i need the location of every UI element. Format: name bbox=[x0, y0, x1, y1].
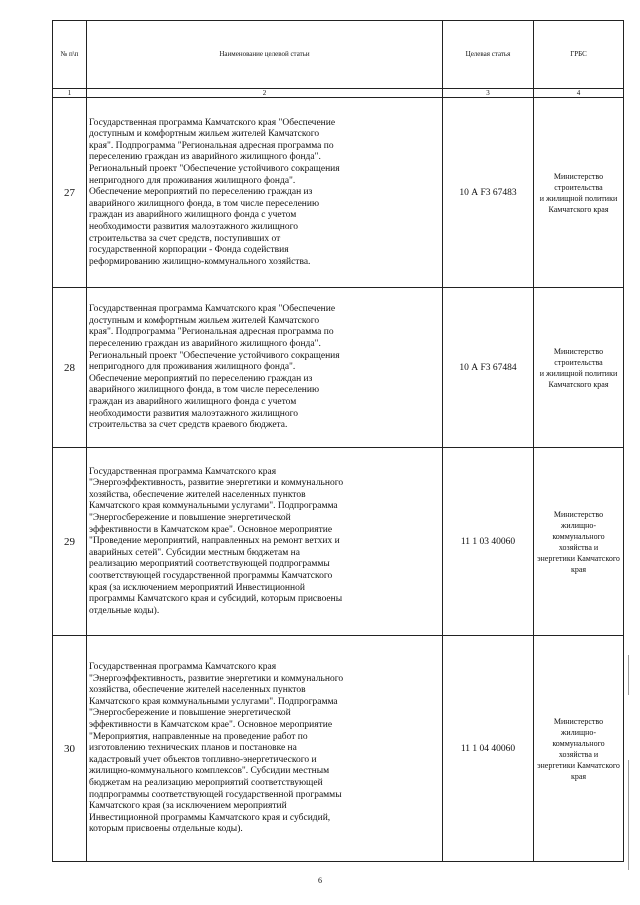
row-code: 11 1 04 40060 bbox=[443, 636, 534, 862]
table-header-row bbox=[53, 21, 624, 89]
table-row bbox=[53, 448, 624, 636]
row-number: 28 bbox=[53, 288, 87, 448]
column-number: 4 bbox=[534, 89, 624, 98]
row-code: 10 А F3 67484 bbox=[443, 288, 534, 448]
row-number: 29 bbox=[53, 448, 87, 636]
header-grbs: ГРБС bbox=[534, 21, 624, 89]
row-number: 30 bbox=[53, 636, 87, 862]
row-grbs: Министерство жилищно- коммунального хозяйства и энергетики Камчатского края bbox=[534, 448, 624, 636]
target-articles-table bbox=[52, 20, 624, 862]
row-name: Государственная программа Камчатского края "Энергоэффективность, развитие энергетики и коммунального хозяйства, обеспечение жителей населенных пунктов Камчатского края коммунальными услугами". Подпрограмма "Энергосбережение и повышение энергетической эффективности в Камчатском крае". Основное мероприятие "Проведение мероприятий, направленных на ремонт ветхих и аварийных сетей". Субсидии местным бюджетам на реализацию мероприятий соответствующей подпрограммы соответствующей государственной программы Камчатского края (за исключением мероприятий Инвестиционной программы Камчатского края и субсидий, которым присвоены отдельные коды). bbox=[87, 448, 443, 636]
row-name: Государственная программа Камчатского края "Обеспечение доступным и комфортным жильем жителей Камчатского края". Подпрограмма "Региональная адресная программа по переселению граждан из аварийного жилищного фонда". Региональный проект "Обеспечение устойчивого сокращения непригодного для проживания жилищного фонда". Обеспечение мероприятий по переселению граждан из аварийного жилищного фонда, в том числе переселению граждан из аварийного жилищного фонда с учетом необходимости развития малоэтажного жилищного строительства за счет средств краевого бюджета. bbox=[87, 288, 443, 448]
row-code: 10 А F3 67483 bbox=[443, 98, 534, 288]
column-number: 2 bbox=[87, 89, 443, 98]
scan-edge-mark bbox=[628, 655, 629, 695]
table-row bbox=[53, 636, 624, 862]
header-number: № п\п bbox=[53, 21, 87, 89]
header-code: Целевая статья bbox=[443, 21, 534, 89]
page-number: 6 bbox=[318, 876, 322, 885]
row-grbs: Министерство строительства и жилищной политики Камчатского края bbox=[534, 288, 624, 448]
table-row bbox=[53, 288, 624, 448]
row-name: Государственная программа Камчатского края "Обеспечение доступным и комфортным жильем жителей Камчатского края". Подпрограмма "Региональная адресная программа по переселению граждан из аварийного жилищного фонда". Региональный проект "Обеспечение устойчивого сокращения непригодного для проживания жилищного фонда". Обеспечение мероприятий по переселению граждан из аварийного жилищного фонда, в том числе переселению граждан из аварийного жилищного фонда с учетом необходимости развития малоэтажного жилищного строительства за счет средств, поступивших от государственной корпорации - Фонда содействия реформированию жилищно-коммунального хозяйства. bbox=[87, 98, 443, 288]
row-grbs: Министерство жилищно- коммунального хозяйства и энергетики Камчатского края bbox=[534, 636, 624, 862]
table-row bbox=[53, 98, 624, 288]
row-name: Государственная программа Камчатского края "Энергоэффективность, развитие энергетики и коммунального хозяйства, обеспечение жителей населенных пунктов Камчатского края коммунальными услугами". Подпрограмма "Энергосбережение и повышение энергетической эффективности в Камчатском крае". Основное мероприятие "Мероприятия, направленные на проведение работ по изготовлению технических планов и постановке на кадастровый учет объектов топливно-энергетического и жилищно-коммунального комплексов". Субсидии местным бюджетам на реализацию мероприятий соответствующей подпрограммы соответствующей государственной программы Камчатского края (за исключением мероприятий Инвестиционной программы Камчатского края и субсидий, которым присвоены отдельные коды). bbox=[87, 636, 443, 862]
row-number: 27 bbox=[53, 98, 87, 288]
scan-edge-mark bbox=[628, 760, 629, 870]
row-code: 11 1 03 40060 bbox=[443, 448, 534, 636]
header-name: Наименование целевой статьи bbox=[87, 21, 443, 89]
row-grbs: Министерство строительства и жилищной политики Камчатского края bbox=[534, 98, 624, 288]
column-number: 3 bbox=[443, 89, 534, 98]
column-number: 1 bbox=[53, 89, 87, 98]
column-number-row bbox=[53, 89, 624, 98]
